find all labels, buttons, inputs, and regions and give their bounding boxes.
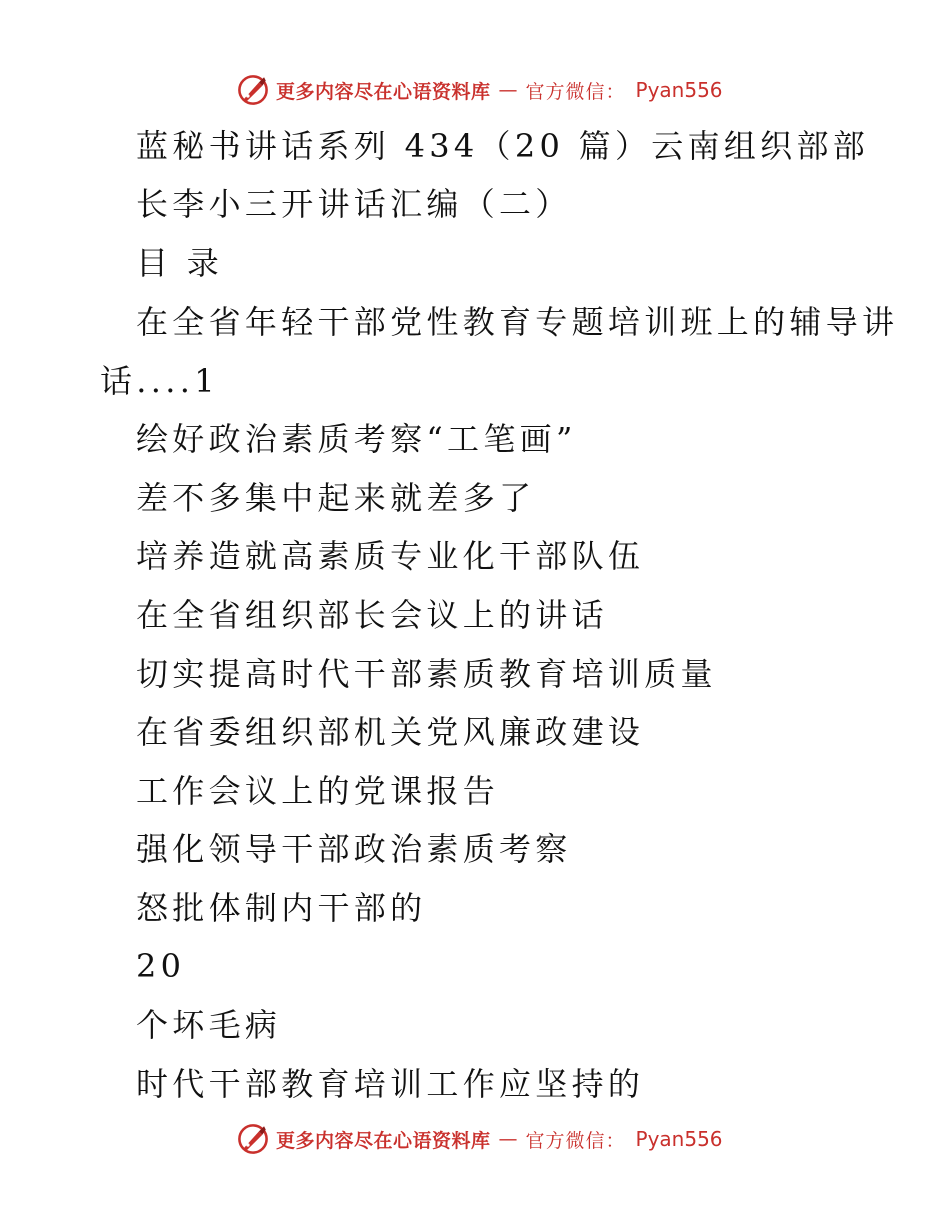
toc-entry: 个坏毛病	[136, 1006, 282, 1044]
brand-text: 更多内容尽在心语资料库	[276, 1129, 491, 1152]
toc-entry: 怒批体制内干部的	[136, 889, 427, 927]
document-title-line-2: 长李小三开讲话汇编（二）	[136, 185, 572, 223]
toc-entry: 20	[136, 947, 186, 985]
wechat-id: Pyan556	[635, 1127, 723, 1151]
toc-entry: 培养造就高素质专业化干部队伍	[136, 537, 645, 575]
wechat-label: 官方微信：	[525, 80, 626, 103]
document-title-line-1: 蓝秘书讲话系列 434（20 篇）云南组织部部	[136, 127, 870, 165]
toc-entry: 时代干部教育培训工作应坚持的	[136, 1065, 645, 1103]
toc-entry: 强化领导干部政治素质考察	[136, 830, 572, 868]
brand-text: 更多内容尽在心语资料库	[276, 80, 491, 103]
wechat-id: Pyan556	[635, 78, 723, 102]
header-watermark-banner	[236, 72, 723, 108]
toc-entry: 工作会议上的党课报告	[136, 772, 500, 810]
toc-entry-continuation: 话....1	[100, 362, 219, 400]
toc-entry: 绘好政治素质考察“工笔画”	[136, 420, 577, 458]
pen-nib-logo-icon	[236, 73, 270, 107]
wechat-label: 官方微信：	[525, 1129, 626, 1152]
toc-entry: 在全省组织部长会议上的讲话	[136, 596, 608, 634]
footer-watermark-banner	[236, 1121, 723, 1157]
toc-heading: 目 录	[136, 244, 224, 282]
toc-entry: 在全省年轻干部党性教育专题培训班上的辅导讲	[136, 303, 899, 341]
toc-entry: 差不多集中起来就差多了	[136, 479, 536, 517]
toc-entry: 切实提高时代干部素质教育培训质量	[136, 655, 717, 693]
banner-separator: —	[498, 79, 518, 101]
pen-nib-logo-icon	[236, 1122, 270, 1156]
toc-entry: 在省委组织部机关党风廉政建设	[136, 713, 645, 751]
banner-separator: —	[498, 1128, 518, 1150]
